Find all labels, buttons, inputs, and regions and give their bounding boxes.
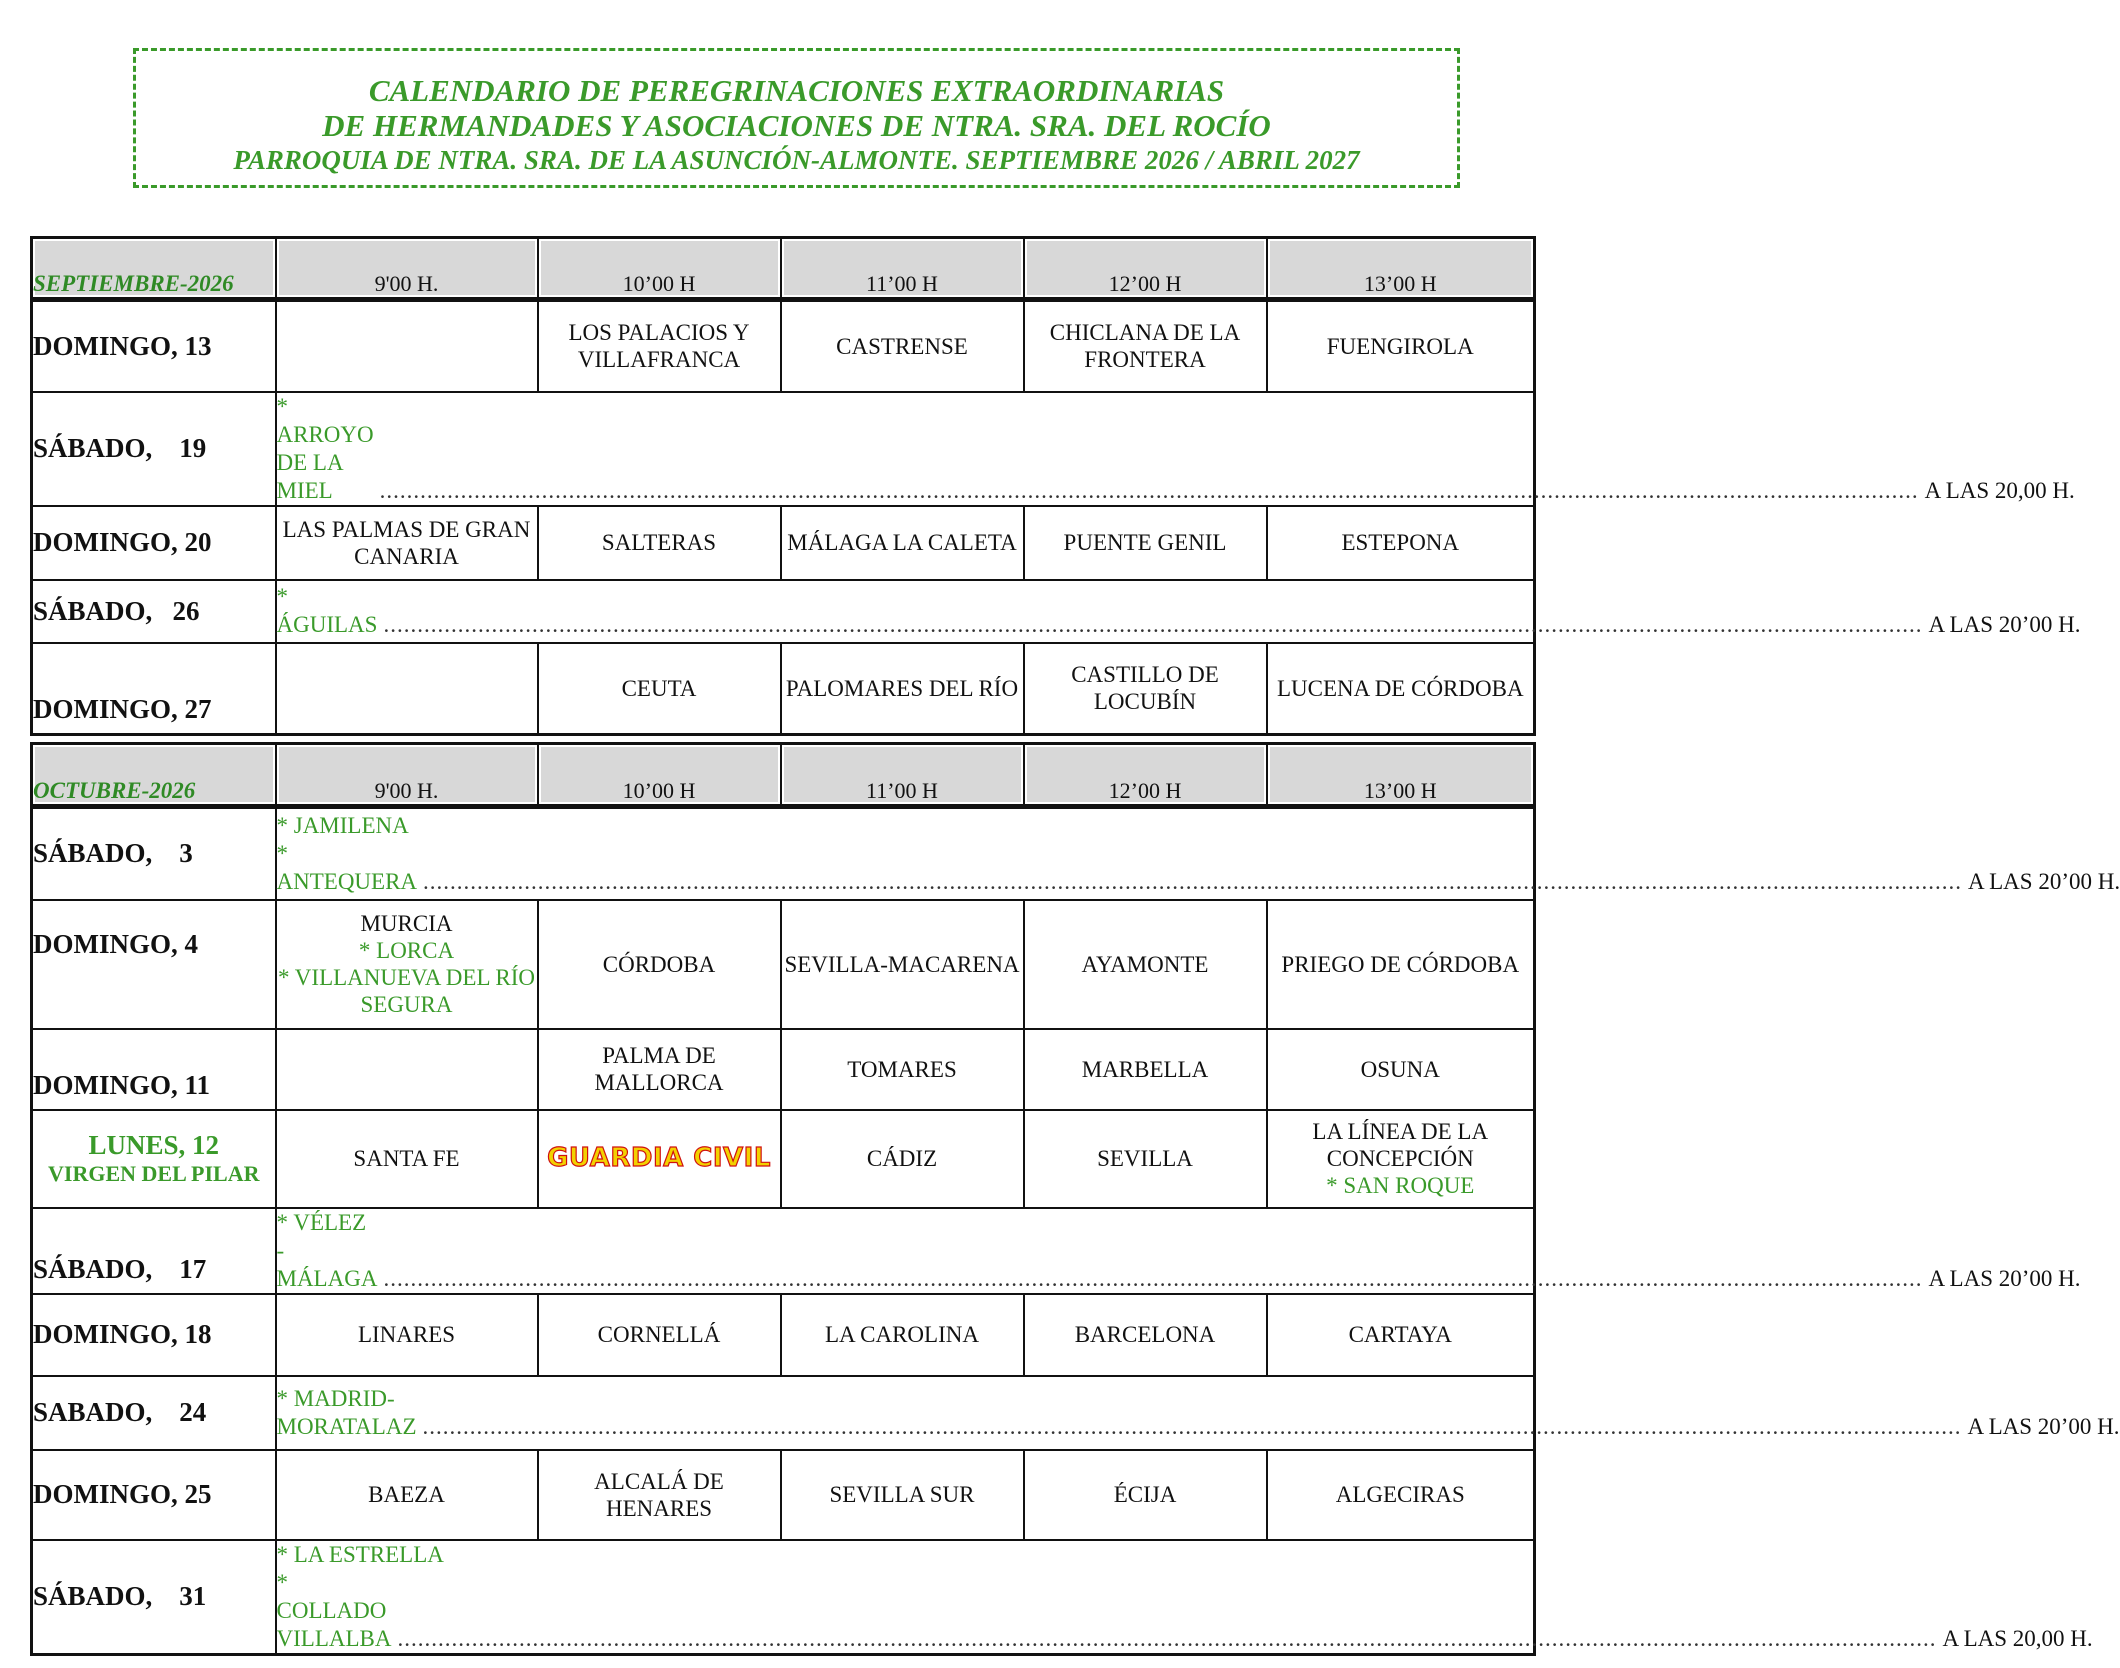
dot-leader: .................................................................................................................................................................................................................................... <box>383 1265 1923 1291</box>
title-line-1: CALENDARIO DE PEREGRINACIONES EXTRAORDINARIAS <box>368 73 1225 108</box>
column-header: 9'00 H. <box>276 744 538 807</box>
table-row <box>32 1376 1535 1450</box>
table-row <box>32 1540 1535 1655</box>
column-header: 12’00 H <box>1024 744 1267 807</box>
table-row <box>32 1029 1535 1110</box>
september-table <box>30 236 2081 736</box>
pilgrimage-name: * ANTEQUERA <box>276 840 418 894</box>
table-row <box>32 506 1535 580</box>
time-label: A LAS 20,00 H. <box>1924 477 2075 503</box>
slot-cell: PALOMARES DEL RÍO <box>781 643 1024 735</box>
pilgrimage-name: * LA ESTRELLA <box>276 1541 444 1567</box>
day-label: DOMINGO, 20 <box>32 506 276 580</box>
day-label: SABADO, 24 <box>32 1376 276 1450</box>
slot-cell: MÁLAGA LA CALETA <box>781 506 1024 580</box>
slot-cell: PUENTE GENIL <box>1024 506 1267 580</box>
day-label: SÁBADO, 31 <box>32 1540 276 1655</box>
table-row <box>32 807 1535 900</box>
day-label: SÁBADO, 17 <box>32 1208 276 1294</box>
slot-cell: CASTILLO DE LOCUBÍN <box>1024 643 1267 735</box>
slot-cell: BAEZA <box>276 1450 538 1540</box>
pilgrimage-name: * MADRID-MORATALAZ <box>276 1385 417 1439</box>
slot-cell <box>276 1029 538 1110</box>
day-label: SÁBADO, 19 <box>32 392 276 506</box>
slot-cell: LOS PALACIOS Y VILLAFRANCA <box>538 300 781 392</box>
pilgrimage-name: * COLLADO VILLALBA <box>276 1569 392 1651</box>
slot-cell: SEVILLA SUR <box>781 1450 1024 1540</box>
column-header: 11’00 H <box>781 744 1024 807</box>
slot-cell: CASTRENSE <box>781 300 1024 392</box>
slot-cell: MARBELLA <box>1024 1029 1267 1110</box>
slot-cell: CÓRDOBA <box>538 900 781 1029</box>
month-label: OCTUBRE-2026 <box>32 744 276 807</box>
table-row <box>32 1110 1535 1208</box>
column-header: 13’00 H <box>1267 238 1535 300</box>
column-header: 10’00 H <box>538 238 781 300</box>
day-label: SÁBADO, 26 <box>32 580 276 643</box>
evening-pilgrimage <box>276 1540 2093 1655</box>
dot-leader: .................................................................................................................................................................................................................................... <box>422 1413 1962 1439</box>
slot-cell: CARTAYA <box>1267 1294 1535 1376</box>
time-label: A LAS 20,00 H. <box>1942 1625 2093 1651</box>
evening-pilgrimage <box>276 580 2081 643</box>
day-label: LUNES, 12 VIRGEN DEL PILAR <box>32 1110 276 1208</box>
slot-cell: BARCELONA <box>1024 1294 1267 1376</box>
day-label: SÁBADO, 3 <box>32 807 276 900</box>
slot-cell: SALTERAS <box>538 506 781 580</box>
pilgrimage-name: * JAMILENA <box>276 812 409 838</box>
title-line-2: DE HERMANDADES Y ASOCIACIONES DE NTRA. SRA. DEL ROCÍO <box>322 108 1271 143</box>
table-row <box>32 1208 1535 1294</box>
slot-cell: OSUNA <box>1267 1029 1535 1110</box>
time-label: A LAS 20’00 H. <box>1968 868 2120 894</box>
column-header: 11’00 H <box>781 238 1024 300</box>
title-box <box>133 48 1460 188</box>
slot-cell: CEUTA <box>538 643 781 735</box>
evening-pilgrimage <box>276 1208 2081 1294</box>
slot-cell <box>276 300 538 392</box>
slot-cell: CHICLANA DE LA FRONTERA <box>1024 300 1267 392</box>
day-label: DOMINGO, 11 <box>32 1029 276 1110</box>
slot-cell: ÉCIJA <box>1024 1450 1267 1540</box>
pilgrimage-name: * ÁGUILAS <box>276 584 378 637</box>
slot-cell: LAS PALMAS DE GRAN CANARIA <box>276 506 538 580</box>
slot-cell: LA CAROLINA <box>781 1294 1024 1376</box>
slot-cell: PALMA DE MALLORCA <box>538 1029 781 1110</box>
slot-cell: LINARES <box>276 1294 538 1376</box>
table-row <box>32 300 1535 392</box>
pilgrimage-name: * ARROYO DE LA MIEL <box>276 393 374 503</box>
day-label: DOMINGO, 4 <box>32 900 276 1029</box>
day-sublabel: VIRGEN DEL PILAR <box>48 1161 260 1186</box>
slot-cell: CORNELLÁ <box>538 1294 781 1376</box>
slot-cell: LA LÍNEA DE LA CONCEPCIÓN * SAN ROQUE <box>1267 1110 1535 1208</box>
slot-cell: LUCENA DE CÓRDOBA <box>1267 643 1535 735</box>
slot-cell: AYAMONTE <box>1024 900 1267 1029</box>
dot-leader: .................................................................................................................................................................................................................................... <box>379 477 1919 503</box>
evening-pilgrimage <box>276 392 2075 506</box>
month-label: SEPTIEMBRE-2026 <box>32 238 276 300</box>
day-label: DOMINGO, 25 <box>32 1450 276 1540</box>
table-row <box>32 1450 1535 1540</box>
dot-leader: .................................................................................................................................................................................................................................... <box>423 868 1963 894</box>
slot-cell: SEVILLA <box>1024 1110 1267 1208</box>
evening-pilgrimage <box>276 807 2120 900</box>
table-row <box>32 580 1535 643</box>
slot-cell: MURCIA * LORCA * VILLANUEVA DEL RÍO SEGURA <box>276 900 538 1029</box>
guardia-civil-logo: GUARDIA CIVIL <box>538 1110 781 1208</box>
dot-leader: .................................................................................................................................................................................................................................... <box>397 1625 1937 1651</box>
day-label: DOMINGO, 27 <box>32 643 276 735</box>
column-header: 13’00 H <box>1267 744 1535 807</box>
table-row <box>32 1294 1535 1376</box>
time-label: A LAS 20’00 H. <box>1967 1413 2120 1439</box>
day-label: DOMINGO, 13 <box>32 300 276 392</box>
table-row <box>32 392 1535 506</box>
slot-cell: SEVILLA-MACARENA <box>781 900 1024 1029</box>
slot-cell: CÁDIZ <box>781 1110 1024 1208</box>
slot-cell: ALGECIRAS <box>1267 1450 1535 1540</box>
column-header: 9'00 H. <box>276 238 538 300</box>
column-header: 12’00 H <box>1024 238 1267 300</box>
day-label: DOMINGO, 18 <box>32 1294 276 1376</box>
slot-cell: ALCALÁ DE HENARES <box>538 1450 781 1540</box>
title-line-3: PARROQUIA DE NTRA. SRA. DE LA ASUNCIÓN-ALMONTE. SEPTIEMBRE 2026 / ABRIL 2027 <box>233 145 1360 175</box>
slot-cell: FUENGIROLA <box>1267 300 1535 392</box>
slot-cell <box>276 643 538 735</box>
slot-cell: TOMARES <box>781 1029 1024 1110</box>
column-header: 10’00 H <box>538 744 781 807</box>
time-label: A LAS 20’00 H. <box>1928 1265 2081 1291</box>
time-label: A LAS 20’00 H. <box>1928 612 2081 637</box>
slot-cell: PRIEGO DE CÓRDOBA <box>1267 900 1535 1029</box>
pilgrimage-name: * VÉLEZ - MÁLAGA <box>276 1209 378 1291</box>
slot-cell: ESTEPONA <box>1267 506 1535 580</box>
dot-leader: .................................................................................................................................................................................................................................... <box>383 612 1923 637</box>
table-row <box>32 643 1535 735</box>
slot-cell: SANTA FE <box>276 1110 538 1208</box>
october-table <box>30 742 2120 1656</box>
table-row <box>32 900 1535 1029</box>
evening-pilgrimage <box>276 1376 2120 1450</box>
